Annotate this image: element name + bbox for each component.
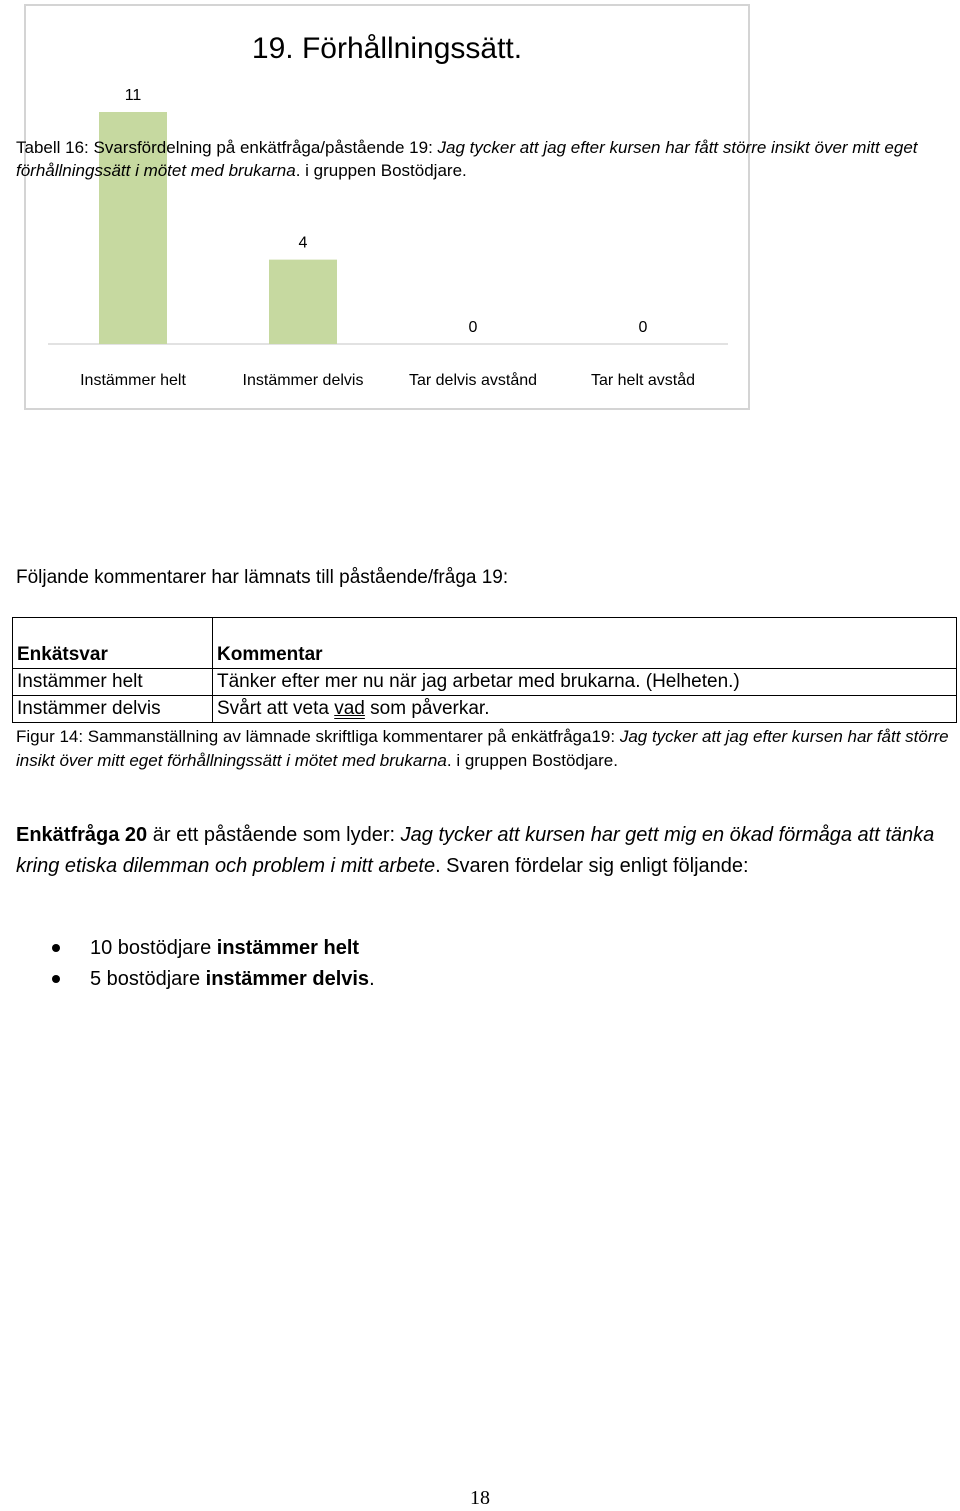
table-row [13, 669, 957, 696]
figure-caption-suffix: . i gruppen Bostödjare. [446, 751, 618, 770]
category-label: Tar helt avståd [590, 372, 696, 389]
data-label: 0 [638, 319, 648, 336]
header-enkatsvar: Enkätsvar [13, 618, 213, 669]
data-label: 4 [298, 234, 308, 252]
figure-caption-italic: Jag tycker att jag efter kursen har fått större insikt över mitt eget förhållningssätt i mötet med brukarna [16, 727, 949, 770]
chart-frame [24, 4, 750, 410]
row-kommentar: Tänker efter mer nu när jag arbetar med brukarna. (Helheten.) [213, 669, 957, 696]
comments-intro: Följande kommentarer har lämnats till påstående/fråga 19: [16, 567, 509, 588]
row-svar: Instämmer helt [13, 669, 213, 696]
page-number: 18 [470, 1487, 490, 1509]
figure-caption-prefix: Figur 14: Sammanställning av lämnade skriftliga kommentarer på enkätfråga19: [16, 727, 620, 746]
data-label: 0 [468, 319, 478, 336]
table-header-row [13, 618, 957, 669]
bullet-text: 10 bostödjare [90, 937, 217, 959]
question-20-statement: Jag tycker att kursen har gett mig en ökad förmåga att tänka kring etiska dilemman och problem i mitt arbete [16, 824, 935, 877]
caption-italic: Jag tycker att jag efter kursen har fått större insikt över mitt eget förhållningssätt i mötet med brukarna [16, 138, 918, 180]
question-20-text: är ett påstående som lyder: [147, 824, 401, 846]
answer-bullet-list [52, 933, 375, 995]
header-kommentar: Kommentar [213, 618, 957, 669]
bar-instämmer-delvis [269, 260, 337, 344]
question-20-text-end: . Svaren fördelar sig enligt följande: [435, 855, 749, 877]
category-label: Instämmer delvis [242, 372, 364, 389]
bullet-bold-text: instämmer delvis [205, 968, 370, 990]
bar-chart [26, 6, 748, 408]
bullet-text: 5 bostödjare [90, 968, 206, 990]
bullet-icon [52, 975, 60, 983]
bullet-icon [52, 944, 60, 952]
data-label: 11 [124, 87, 142, 104]
row-svar: Instämmer delvis [13, 696, 213, 723]
chart-title: 19. Förhållningssätt. [251, 32, 523, 65]
kommentar-text-end: som påverkar. [364, 698, 490, 719]
question-20-label: Enkätfråga 20 [16, 824, 148, 846]
list-item [52, 933, 375, 964]
kommentar-text: Svårt att veta [217, 698, 335, 719]
question-20-paragraph [16, 820, 946, 882]
bullet-bold-text: instämmer helt [216, 937, 360, 959]
category-label: Tar delvis avstånd [408, 372, 538, 389]
list-item [52, 964, 375, 995]
figure-caption [16, 725, 960, 773]
category-label: Instämmer helt [80, 372, 186, 389]
comments-table [12, 617, 957, 723]
row-kommentar [213, 696, 957, 723]
caption-prefix: Tabell 16: Svarsfördelning på enkätfråga/påstående 19: [16, 138, 438, 157]
caption-suffix: . i gruppen Bostödjare. [295, 161, 467, 180]
table-caption [16, 136, 936, 182]
kommentar-marked-word: vad [334, 698, 365, 719]
bullet-text-end: . [369, 968, 375, 990]
table-row [13, 696, 957, 723]
